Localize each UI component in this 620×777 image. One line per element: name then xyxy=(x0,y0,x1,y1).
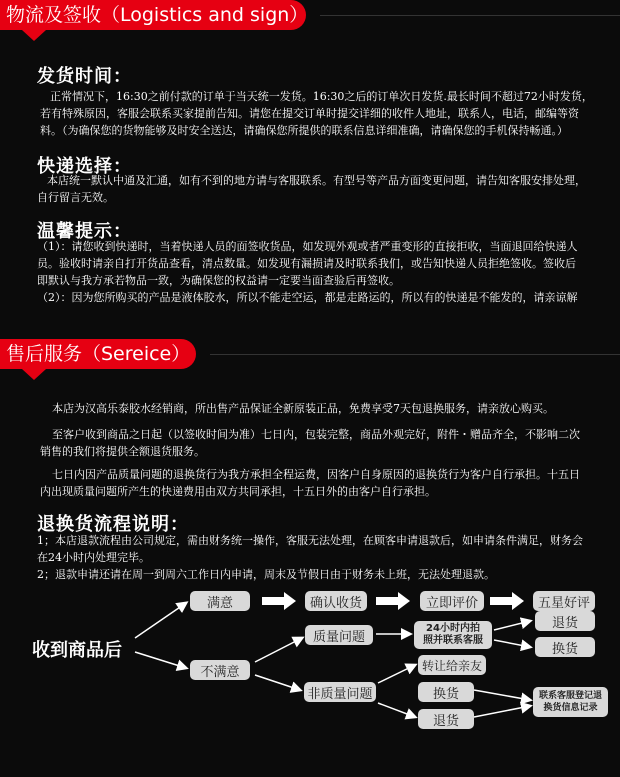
flow-start-label: 收到商品后 xyxy=(32,640,122,661)
courier-heading: 快递选择： xyxy=(37,156,132,177)
flow-quality-issue: 质量问题 xyxy=(305,625,373,645)
flow-transfer-friend: 转让给亲友 xyxy=(418,655,486,675)
flow-exchange-quality: 换货 xyxy=(535,637,595,657)
flow-five-star: 五星好评 xyxy=(533,591,595,611)
tips-heading: 温馨提示： xyxy=(37,221,132,242)
process-heading: 退换货流程说明： xyxy=(37,514,189,535)
flow-return-quality: 退货 xyxy=(535,611,595,631)
text-line: 员。验收时请亲自打开货品查看，清点数量。如发现有漏损请及时联系我们，或告知快递人员拒绝签收。签收后 xyxy=(37,257,576,270)
text-line: 七日内因产品质量问题的退换货行为我方承担全程运费，因客户自身原因的退换货行为客户自行承担。十五日 xyxy=(52,468,580,481)
logistics-banner-title: 物流及签收（Logistics and sign） xyxy=(6,4,309,26)
flow-exchange-nonquality: 换货 xyxy=(418,682,474,702)
flow-satisfied: 满意 xyxy=(190,591,250,611)
text-line: 料。（为确保您的货物能够及时安全送达，请确保您所提供的联系信息详细准确，请确保您的手机保持畅通。） xyxy=(40,124,568,137)
flow-register-info: 联系客服登记退换货信息记录 xyxy=(533,687,608,717)
text-line: 正常情况下，16:30之前付款的订单于当天统一发货。16:30之后的订单次日发货.最长时间不超过72小时发货， xyxy=(50,90,593,103)
text-line: 至客户收到商品之日起（以签收时间为准）七日内，包装完整，商品外观完好，附件・赠品齐全，不影响二次 xyxy=(52,428,580,441)
flow-confirm-receipt: 确认收货 xyxy=(305,591,367,611)
text-line: 2；退款申请还请在周一到周六工作日内申请，周末及节假日由于财务未上班，无法处理退款。 xyxy=(37,568,495,581)
shipping-time-heading: 发货时间： xyxy=(37,66,132,87)
text-line: 本店统一默认中通及汇通，如有不到的地方请与客服联系。有型号等产品方面变更问题，请告知客服安排处理， xyxy=(47,174,586,187)
arrow-right-icon xyxy=(490,592,524,610)
text-line: 在24小时内处理完毕。 xyxy=(37,551,150,564)
text-line: 销售的我们将提供全额退货服务。 xyxy=(40,445,205,458)
arrow-right-icon xyxy=(262,592,296,610)
text-line: （2）：因为您所购买的产品是液体胶水，所以不能走空运，都是走路运的，所以有的快递是不能发的，请亲谅解 xyxy=(37,291,578,304)
text-line: 内出现质量问题所产生的快递费用由双方共同承担，十五日外的由客户自行承担。 xyxy=(40,485,436,498)
flow-photo-contact: 24小时内拍照并联系客服 xyxy=(414,621,492,649)
flow-non-quality: 非质量问题 xyxy=(304,682,376,702)
text-line: 本店为汉高乐泰胶水经销商，所出售产品保证全新原装正品，免费享受7天包退换服务，请亲放心购买。 xyxy=(52,402,554,415)
arrow-right-icon xyxy=(376,592,410,610)
text-line: 1；本店退款流程由公司规定，需由财务统一操作，客服无法处理，在顾客申请退款后，如申请条件满足，财务会 xyxy=(37,534,583,547)
text-line: 若有特殊原因，客服会联系买家提前告知。请您在提交订单时提交详细的收件人地址，联系人，电话，邮编等资 xyxy=(40,107,579,120)
after-sales-banner-title: 售后服务（Sereice） xyxy=(6,343,191,365)
flow-unsatisfied: 不满意 xyxy=(190,660,250,680)
flow-review-now: 立即评价 xyxy=(420,591,484,611)
text-line: （1）：请您收到快递时，当着快递人员的面签收货品，如发现外观或者严重变形的直接拒收，当面退回给快递人 xyxy=(37,240,578,253)
text-line: 即默认与我方承若物品一致，为确保您的权益请一定要当面查验后再签收。 xyxy=(37,274,400,287)
text-line: 自行留言无效。 xyxy=(37,191,114,204)
flow-return-nonquality: 退货 xyxy=(418,709,474,729)
